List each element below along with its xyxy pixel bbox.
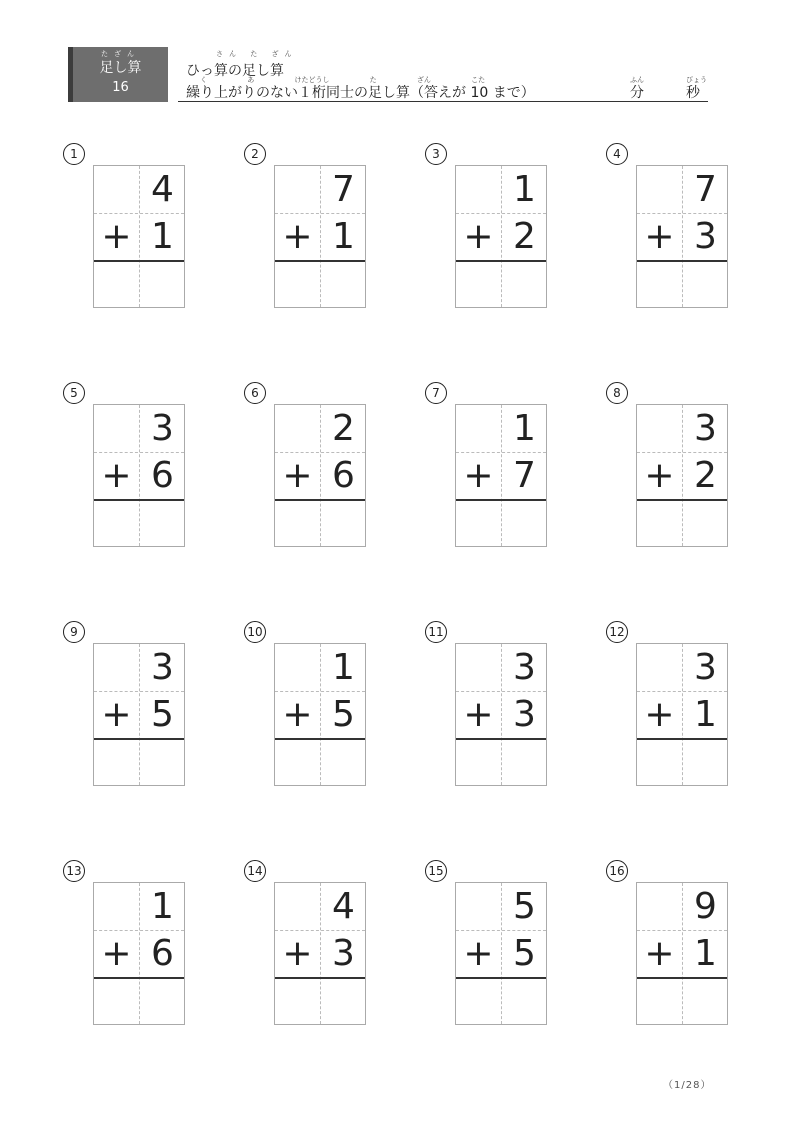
bottom-addend: 5 [151, 694, 174, 735]
top-addend: 3 [694, 647, 717, 688]
top-addend: 4 [332, 886, 355, 927]
plus-sign: + [101, 933, 132, 974]
sum-line [275, 738, 365, 740]
top-addend: 3 [694, 408, 717, 449]
problem-number: 2 [244, 143, 266, 165]
bottom-addend: 3 [332, 933, 355, 974]
bottom-addend: 1 [151, 216, 174, 257]
problem-grid-box [274, 404, 366, 547]
title-ruby: さん た ざん [216, 50, 298, 58]
problem-number: 15 [425, 860, 447, 882]
top-addend: 1 [513, 408, 536, 449]
plus-sign: + [644, 933, 675, 974]
sum-line [275, 260, 365, 262]
sum-line [637, 499, 727, 501]
bottom-addend: 6 [151, 455, 174, 496]
bottom-addend: 3 [694, 216, 717, 257]
problem-number: 8 [606, 382, 628, 404]
problem-number: 16 [606, 860, 628, 882]
top-addend: 7 [332, 169, 355, 210]
top-addend: 3 [151, 408, 174, 449]
header-underline [178, 101, 708, 102]
problem-number: 6 [244, 382, 266, 404]
seconds-label: 秒 [686, 85, 700, 101]
subtitle-ruby: く あ けたどうし た ざん こた [200, 76, 486, 84]
worksheet-category-box [68, 47, 168, 102]
top-addend: 4 [151, 169, 174, 210]
plus-sign: + [282, 216, 313, 257]
bottom-addend: 1 [694, 694, 717, 735]
sum-line [637, 977, 727, 979]
problem-number: 14 [244, 860, 266, 882]
addition-problem [425, 143, 565, 313]
plus-sign: + [463, 216, 494, 257]
plus-sign: + [644, 694, 675, 735]
sum-line [275, 499, 365, 501]
top-addend: 1 [151, 886, 174, 927]
bottom-addend: 1 [694, 933, 717, 974]
problem-number: 5 [63, 382, 85, 404]
problem-grid-box [274, 165, 366, 308]
plus-sign: + [101, 694, 132, 735]
sum-line [94, 499, 184, 501]
addition-problem [63, 382, 203, 552]
addition-problem [425, 382, 565, 552]
problem-number: 1 [63, 143, 85, 165]
problem-grid-box [455, 882, 547, 1025]
plus-sign: + [282, 455, 313, 496]
addition-problem [244, 860, 384, 1030]
problem-number: 11 [425, 621, 447, 643]
addition-problem [244, 621, 384, 791]
plus-sign: + [101, 216, 132, 257]
problem-number: 9 [63, 621, 85, 643]
plus-sign: + [644, 455, 675, 496]
problem-grid-box [636, 882, 728, 1025]
top-addend: 7 [694, 169, 717, 210]
bottom-addend: 5 [332, 694, 355, 735]
sum-line [94, 738, 184, 740]
minutes-label: 分 [630, 85, 644, 101]
page-number: （1/28） [663, 1080, 712, 1091]
problem-grid-box [274, 643, 366, 786]
top-addend: 1 [332, 647, 355, 688]
bottom-addend: 6 [151, 933, 174, 974]
sum-line [94, 977, 184, 979]
problem-grid-box [93, 404, 185, 547]
bottom-addend: 2 [694, 455, 717, 496]
bottom-addend: 7 [513, 455, 536, 496]
problem-grid-box [274, 882, 366, 1025]
top-addend: 5 [513, 886, 536, 927]
problem-number: 4 [606, 143, 628, 165]
plus-sign: + [463, 455, 494, 496]
addition-problem [63, 621, 203, 791]
problem-number: 3 [425, 143, 447, 165]
addition-problem [606, 143, 746, 313]
sum-line [275, 977, 365, 979]
problem-grid-box [93, 643, 185, 786]
problem-number: 7 [425, 382, 447, 404]
problem-grid-box [455, 404, 547, 547]
problem-grid-box [636, 165, 728, 308]
seconds-ruby: びょう [686, 76, 707, 84]
addition-problem [244, 382, 384, 552]
sum-line [456, 499, 546, 501]
addition-problem [606, 382, 746, 552]
addition-problem [606, 860, 746, 1030]
addition-problem [425, 860, 565, 1030]
plus-sign: + [101, 455, 132, 496]
addition-problem [425, 621, 565, 791]
top-addend: 9 [694, 886, 717, 927]
worksheet-subtitle: 繰り上がりのない１桁同士の足し算（答えが 10 まで） [186, 85, 535, 101]
plus-sign: + [644, 216, 675, 257]
bottom-addend: 3 [513, 694, 536, 735]
bottom-addend: 2 [513, 216, 536, 257]
problem-grid-box [636, 404, 728, 547]
sum-line [456, 977, 546, 979]
sum-line [456, 260, 546, 262]
plus-sign: + [282, 933, 313, 974]
bottom-addend: 5 [513, 933, 536, 974]
bottom-addend: 6 [332, 455, 355, 496]
plus-sign: + [282, 694, 313, 735]
problem-number: 13 [63, 860, 85, 882]
addition-problem [244, 143, 384, 313]
worksheet-title-area [178, 47, 708, 102]
addition-problem [63, 143, 203, 313]
sum-line [637, 260, 727, 262]
top-addend: 1 [513, 169, 536, 210]
sum-line [637, 738, 727, 740]
category-ruby: たざん [101, 50, 140, 58]
top-addend: 3 [513, 647, 536, 688]
minutes-ruby: ふん [630, 76, 644, 84]
sum-line [94, 260, 184, 262]
addition-problem [606, 621, 746, 791]
problem-number: 12 [606, 621, 628, 643]
worksheet-number: 16 [112, 80, 129, 95]
problem-grid-box [636, 643, 728, 786]
bottom-addend: 1 [332, 216, 355, 257]
worksheet-title: ひっ算の足し算 [186, 63, 284, 79]
plus-sign: + [463, 933, 494, 974]
problem-grid-box [93, 882, 185, 1025]
problem-grid-box [455, 165, 547, 308]
category-label: 足し算 [99, 60, 142, 76]
sum-line [456, 738, 546, 740]
top-addend: 2 [332, 408, 355, 449]
plus-sign: + [463, 694, 494, 735]
problem-grid-box [93, 165, 185, 308]
problem-grid-box [455, 643, 547, 786]
addition-problem [63, 860, 203, 1030]
top-addend: 3 [151, 647, 174, 688]
problem-number: 10 [244, 621, 266, 643]
